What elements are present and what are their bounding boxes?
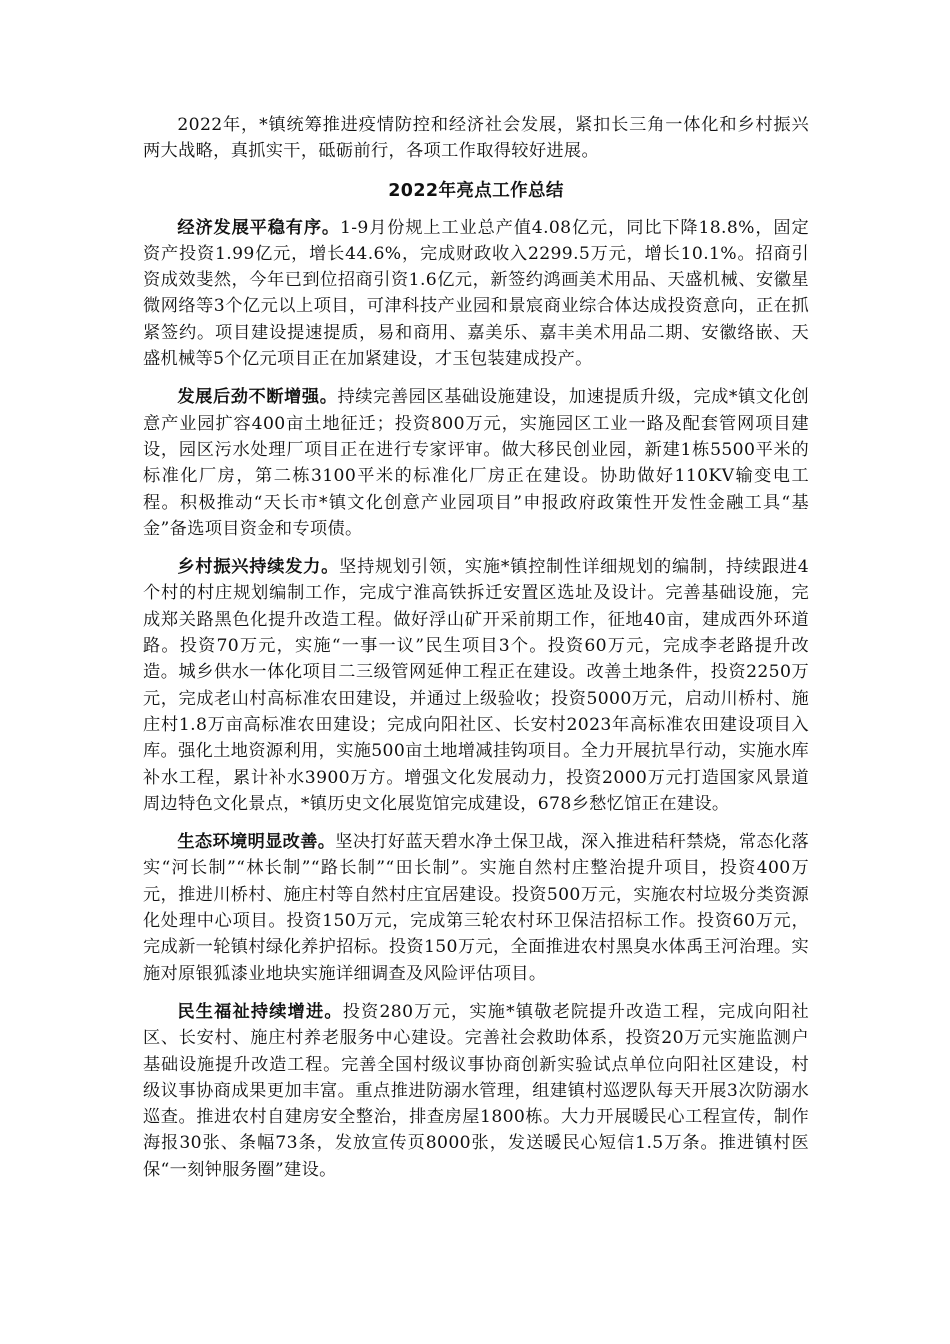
section-livelihood	[143, 999, 809, 1183]
intro-paragraph: 2022年，*镇统筹推进疫情防控和经济社会发展，紧扣长三角一体化和乡村振兴两大战略，真抓实干，砥砺前行，各项工作取得较好进展。	[143, 115, 809, 162]
section-body: 坚持规划引领，实施*镇控制性详细规划的编制，持续跟进4个村的村庄规划编制工作，完成宁淮高铁拆迁安置区选址及设计。完善基础设施，完成郑关路黑色化提升改造工程。做好浮山矿开采前期工作，征地40亩，建成西外环道路。投资70万元，实施“一事一议”民生项目3个。投资60万元，完成李老路提升改造。城乡供水一体化项目二三级管网延伸工程正在建设。改善土地条件，投资2250万元，完成老山村高标准农田建设，并通过上级验收；投资5000万元，启动川桥村、施庄村1.8万亩高标准农田建设；完成向阳社区、长安村2023年高标准农田建设项目入库。强化土地资源利用，实施500亩土地增减挂钩项目。全力开展抗旱行动，实施水库补水工程，累计补水3900万方。增强文化发展动力，投资2000万元打造国家风景道周边特色文化景点，*镇历史文化展览馆完成建设，678乡愁忆馆正在建设。	[143, 557, 810, 814]
section-body: 坚决打好蓝天碧水净土保卫战，深入推进秸秆禁烧，常态化落实“河长制”“林长制”“路长制”“田长制”。实施自然村庄整治提升项目，投资400万元，推进川桥村、施庄村等自然村庄宜居建设。投资500万元，实施农村垃圾分类资源化处理中心项目。投资150万元，完成第三轮农村环卫保洁招标工作。投资60万元，完成新一轮镇村绿化养护招标。投资150万元，全面推进农村黑臭水体禹王河治理。实施对原银狐漆业地块实施详细调查及风险评估项目。	[143, 832, 809, 984]
section-heading: 乡村振兴持续发力。	[177, 557, 340, 578]
section-heading: 民生福祉持续增进。	[177, 1001, 343, 1022]
section-development	[143, 384, 809, 542]
section-body: 1-9月份规上工业总产值4.08亿元，同比下降18.8%，固定资产投资1.99亿元，增长44.6%，完成财政收入2299.5万元，增长10.1%。招商引资成效斐然，今年已到位招商引资1.6亿元，新签约鸿画美术用品、天盛机械、安徽星微网络等3个亿元以上项目，可津科技产业园和景宸商业综合体达成投资意向，正在抓紧签约。项目建设提速提质，易和商用、嘉美乐、嘉丰美术用品二期、安徽络嵌、天盛机械等5个亿元项目正在加紧建设，才玉包装建成投产。	[143, 217, 809, 370]
section-economy	[143, 215, 809, 373]
page-title: 2022年亮点工作总结	[388, 180, 564, 201]
section-body: 持续完善园区基础设施建设，加速提质升级，完成*镇文化创意产业园扩容400亩土地征迁；投资800万元，实施园区工业一路及配套管网项目建设，园区污水处理厂项目正在进行专家评审。做大移民创业园，新建1栋5500平米的标准化厂房，第二栋3100平米的标准化厂房正在建设。协助做好110KV输变电工程。积极推动“天长市*镇文化创意产业园项目”申报政府政策性开发性金融工具“基金”备选项目资金和专项债。	[143, 387, 810, 539]
section-rural	[143, 554, 809, 817]
section-heading: 发展后劲不断增强。	[177, 387, 338, 408]
section-ecology	[143, 829, 809, 987]
document-page	[143, 112, 809, 1183]
section-body: 投资280万元，实施*镇敬老院提升改造工程，完成向阳社区、长安村、施庄村养老服务中心建设。完善社会救助体系，投资20万元实施监测户基础设施提升改造工程。完善全国村级议事协商创新实验试点单位向阳社区建设，村级议事协商成果更加丰富。重点推进防溺水管理，组建镇村巡逻队每天开展3次防溺水巡查。推进农村自建房安全整治，排查房屋1800栋。大力开展暖民心工程宣传，制作海报30张、条幅73条，发放宣传页8000张，发送暖民心短信1.5万条。推进镇村医保“一刻钟服务圈”建设。	[143, 1001, 809, 1180]
section-heading: 经济发展平稳有序。	[177, 217, 340, 238]
section-heading: 生态环境明显改善。	[177, 832, 336, 853]
